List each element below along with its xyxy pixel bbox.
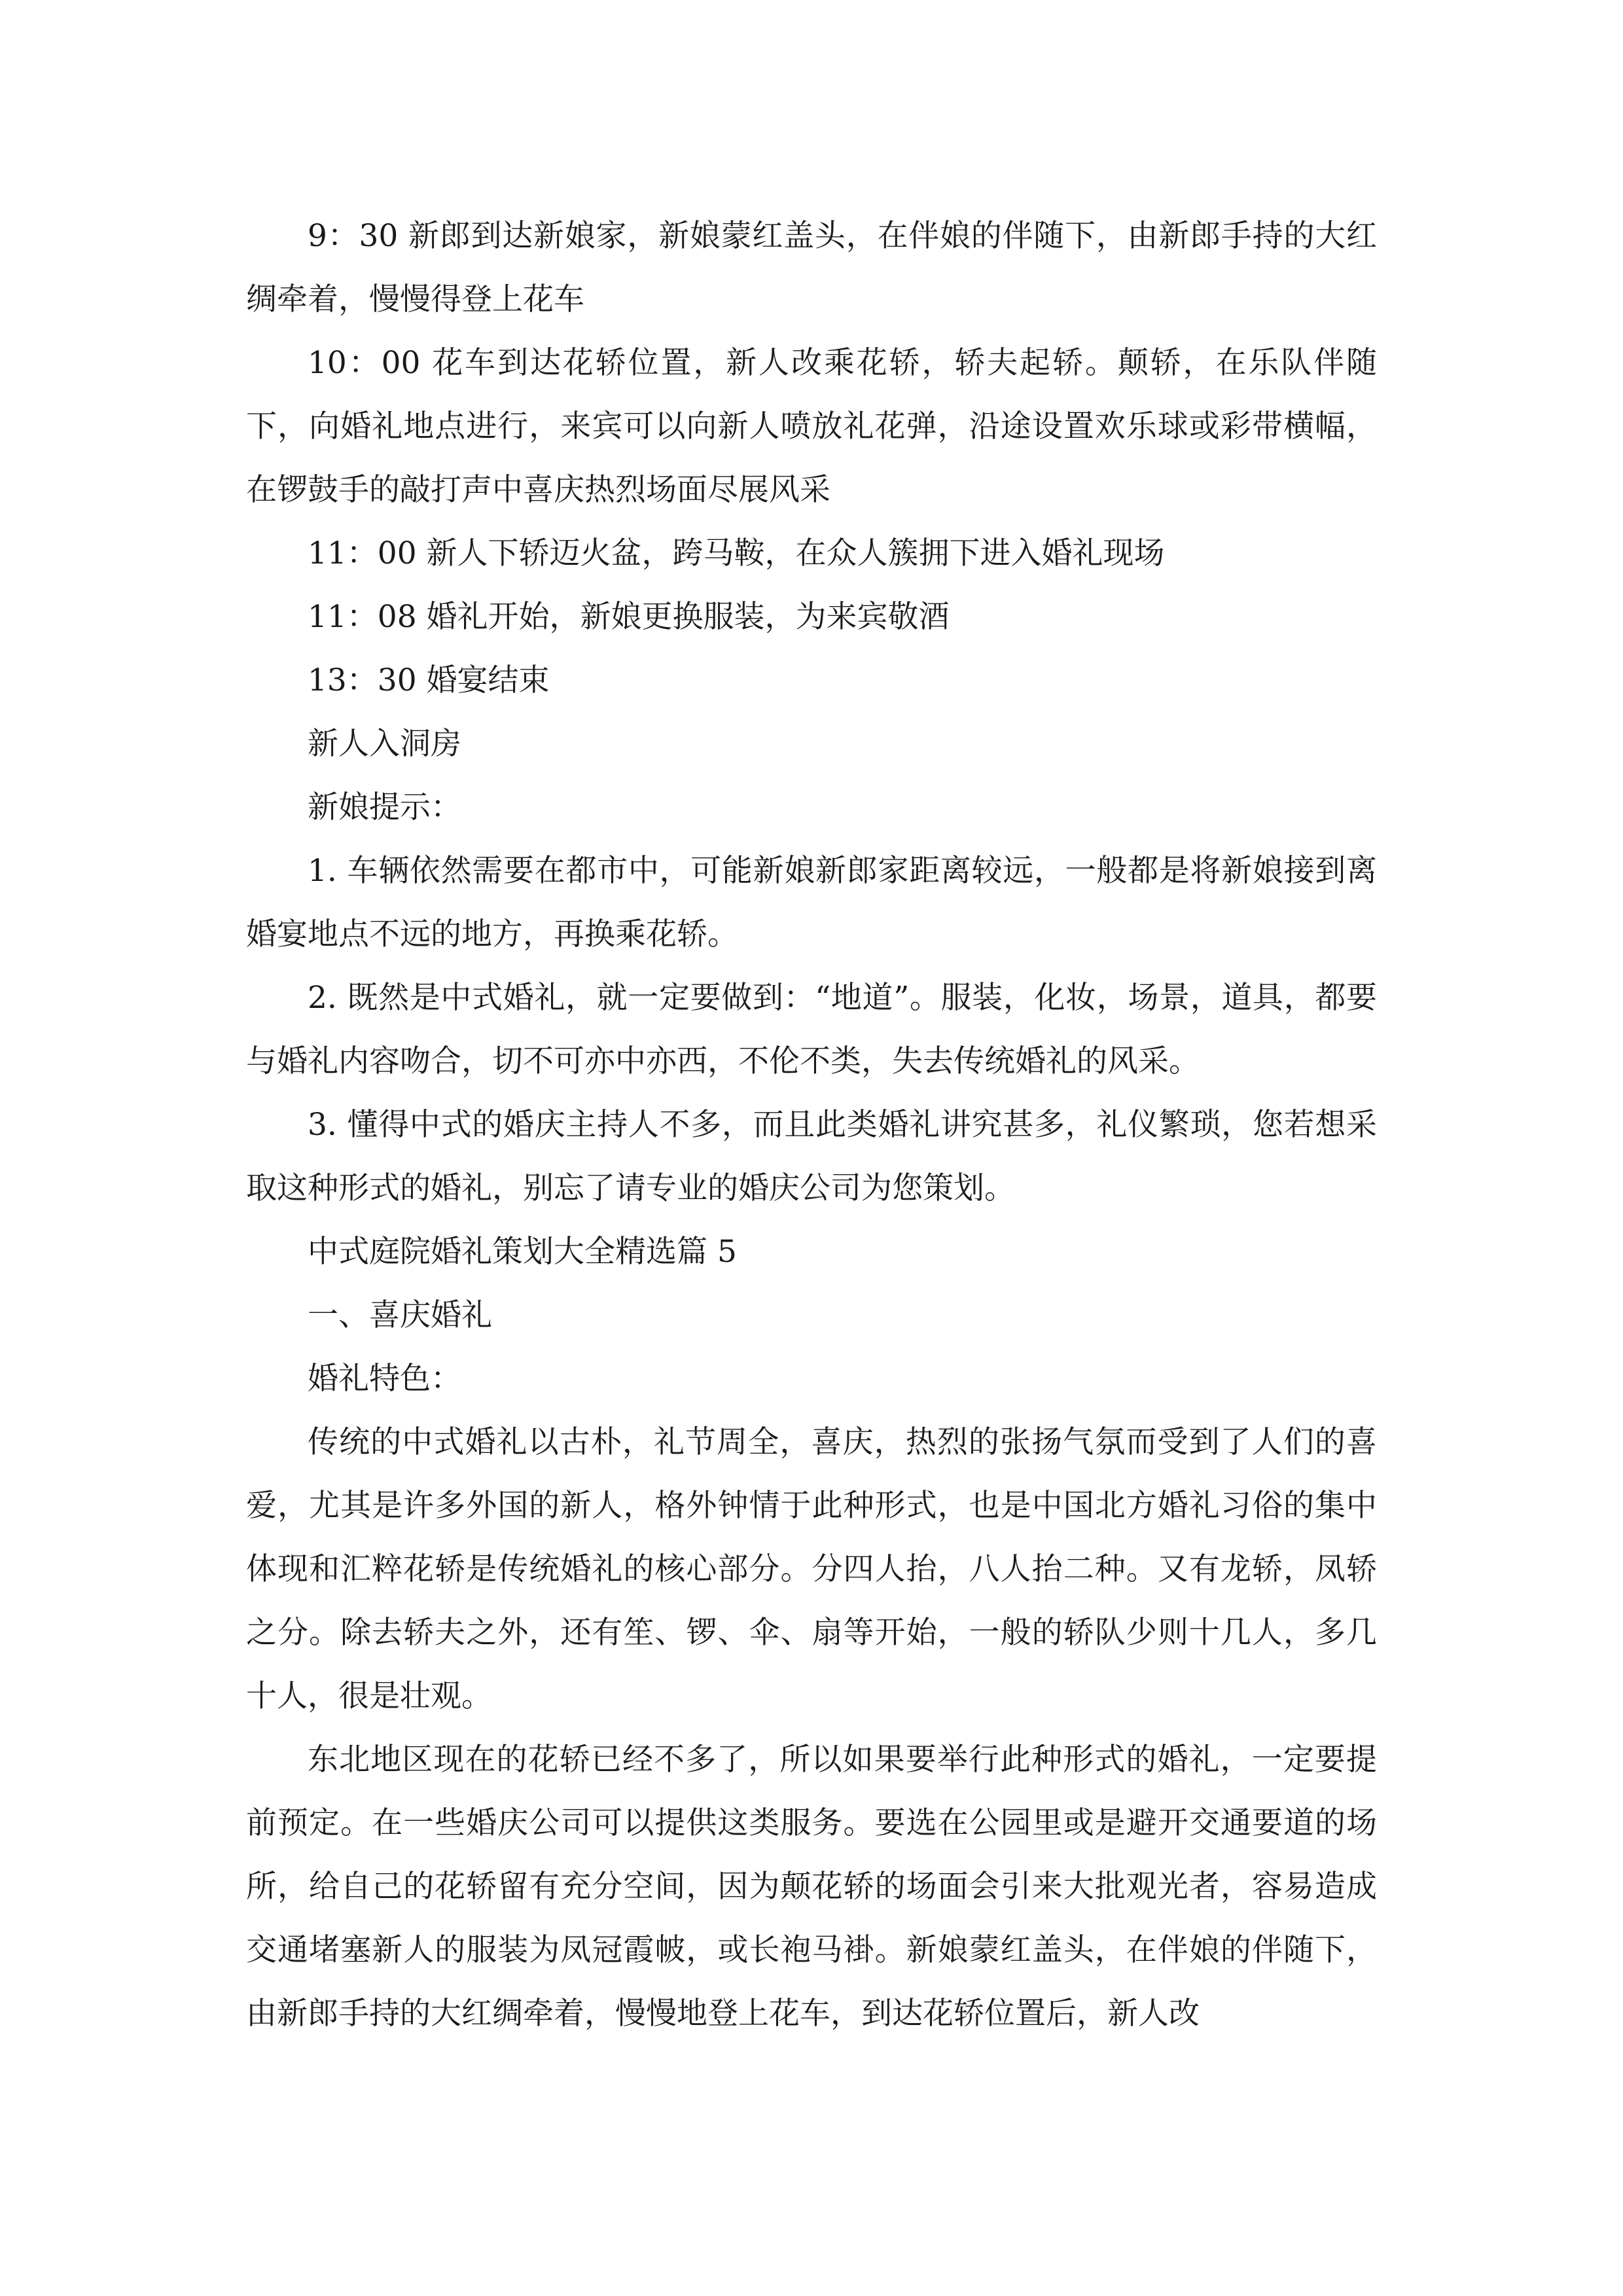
section-title-part-5: 中式庭院婚礼策划大全精选篇 5 (308, 1234, 737, 1270)
paragraph-bride-tips-heading: 新娘提示： (308, 789, 461, 825)
paragraph-1000-sedan: 10：00 花车到达花轿位置，新人改乘花轿，轿夫起轿。颠轿，在乐队伴随下，向婚礼地点进行，来宾可以向新人喷放礼花弹，沿途设置欢乐球或彩带横幅，在锣鼓手的敲打声中喜庆热烈场面尽展风采 (246, 345, 1377, 508)
document-body (246, 204, 1377, 2045)
paragraph-0930-arrival: 9：30 新郎到达新娘家，新娘蒙红盖头，在伴娘的伴随下，由新郎手持的大红绸牵着，慢慢得登上花车 (246, 218, 1377, 317)
paragraph-bridal-chamber: 新人入洞房 (308, 726, 461, 762)
subsection-heading-festive-wedding: 一、喜庆婚礼 (308, 1297, 492, 1333)
paragraph-1100-enter-venue: 11：00 新人下轿迈火盆，跨马鞍，在众人簇拥下进入婚礼现场 (308, 535, 1165, 571)
paragraph-northeast-sedan: 东北地区现在的花轿已经不多了，所以如果要举行此种形式的婚礼，一定要提前预定。在一些婚庆公司可以提供这类服务。要选在公园里或是避开交通要道的场所，给自己的花轿留有充分空间，因为颠花轿的场面会引来大批观光者，容易造成交通堵塞新人的服装为凤冠霞帔，或长袍马褂。新娘蒙红盖头，在伴娘的伴随下，由新郎手持的大红绸牵着，慢慢地登上花车，到达花轿位置后，新人改 (246, 1742, 1377, 2032)
paragraph-1108-ceremony: 11：08 婚礼开始，新娘更换服装，为来宾敬酒 (308, 599, 950, 635)
paragraph-tip-2: 2. 既然是中式婚礼，就一定要做到：“地道”。服装，化妆，场景，道具，都要与婚礼内容吻合，切不可亦中亦西，不伦不类，失去传统婚礼的风采。 (246, 980, 1377, 1079)
paragraph-tip-1: 1. 车辆依然需要在都市中，可能新娘新郎家距离较远，一般都是将新娘接到离婚宴地点不远的地方，再换乘花轿。 (246, 853, 1377, 952)
paragraph-1330-banquet-end: 13：30 婚宴结束 (308, 662, 550, 698)
paragraph-features-heading: 婚礼特色： (308, 1361, 461, 1397)
paragraph-traditional-wedding: 传统的中式婚礼以古朴，礼节周全，喜庆，热烈的张扬气氛而受到了人们的喜爱，尤其是许多外国的新人，格外钟情于此种形式，也是中国北方婚礼习俗的集中体现和汇粹花轿是传统婚礼的核心部分。分四人抬，八人抬二种。又有龙轿，凤轿之分。除去轿夫之外，还有笙、锣、伞、扇等开始，一般的轿队少则十几人，多几十人，很是壮观。 (246, 1424, 1377, 1714)
paragraph-tip-3: 3. 懂得中式的婚庆主持人不多，而且此类婚礼讲究甚多，礼仪繁琐，您若想采取这种形式的婚礼，别忘了请专业的婚庆公司为您策划。 (246, 1107, 1377, 1206)
